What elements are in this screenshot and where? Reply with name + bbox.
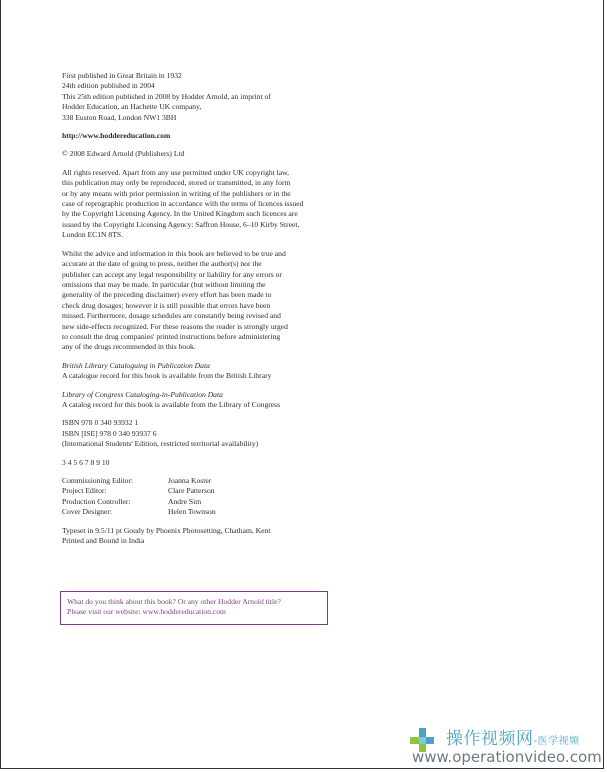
- disclaimer-line: generality of the preceding disclaimer) every effort has been made to: [62, 290, 272, 300]
- watermark-chinese-title: [446, 724, 580, 749]
- publication-line: 338 Euston Road, London NW1 3BH: [62, 112, 177, 122]
- publication-line: First published in Great Britain in 1932: [62, 71, 182, 80]
- print-line-block: [62, 458, 362, 468]
- disclaimer-line: omissions that may be made. In particular (but without limiting the: [62, 279, 266, 289]
- credit-name: Andre Sim: [168, 496, 202, 506]
- british-library-title: British Library Cataloguing in Publication Data: [62, 360, 210, 370]
- credit-name: Helen Townson: [168, 507, 216, 517]
- copyright-notice: © 2008 Edward Arnold (Publishers) Ltd: [62, 149, 185, 159]
- disclaimer-line: accurate at the date of going to press, neither the author(s) nor the: [62, 259, 262, 269]
- watermark: [408, 724, 602, 768]
- rights-line: case of reprographic production in accordance with the terms of licences issued: [62, 199, 304, 209]
- disclaimer-line: publisher can accept any legal responsibility or liability for any errors or: [62, 269, 282, 279]
- feedback-question: What do you think about this book? Or any other Hodder Arnold title?: [67, 597, 281, 606]
- library-of-congress-title: Library of Congress Cataloging-in-Publication Data: [62, 389, 223, 399]
- publisher-website-link[interactable]: http://www.hoddereducation.com: [62, 131, 171, 141]
- feedback-website-link[interactable]: Please visit our website: www.hoddereducation.com: [67, 607, 226, 617]
- publication-line: 24th edition published in 2004: [62, 81, 155, 91]
- watermark-main-text: 操作视频网: [446, 729, 534, 749]
- isbn-line: (International Students' Edition, restricted territorial availability): [62, 439, 259, 449]
- credit-role: Production Controller:: [62, 496, 131, 506]
- disclaimer-line: to consult the drug companies' printed instructions before administering: [62, 331, 281, 341]
- library-of-congress-text: A catalog record for this book is available from the Library of Congress: [62, 399, 281, 409]
- typeset-line: Typeset in 9.5/11 pt Goudy by Phoenix Photosetting, Chatham, Kent: [62, 525, 271, 535]
- rights-line: London EC1N 8TS.: [62, 230, 123, 240]
- rights-line: All rights reserved. Apart from any use permitted under UK copyright law,: [62, 167, 290, 177]
- disclaimer-line: missed. Furthermore, dosage schedules are constantly being revised and: [62, 311, 281, 321]
- publication-line: This 25th edition published in 2008 by Hodder Arnold, an imprint of: [62, 91, 271, 101]
- disclaimer-line: Whilst the advice and information in this book are believed to be true and: [62, 248, 286, 258]
- feedback-box: [60, 591, 328, 625]
- credit-role: Cover Designer:: [62, 507, 112, 517]
- publication-line: Hodder Education, an Hachette UK company,: [62, 102, 202, 112]
- copyright-block: [62, 149, 362, 159]
- rights-line: or by any means with prior permission in writing of the publishers or in the: [62, 188, 291, 198]
- publication-history: [62, 71, 362, 123]
- website-block: [62, 131, 362, 141]
- disclaimer-paragraph: [62, 249, 362, 353]
- credit-name: Clare Patterson: [168, 486, 215, 496]
- disclaimer-line: check drug dosages; however it is still possible that errors have been: [62, 300, 271, 310]
- credit-name: Joanna Koster: [168, 476, 212, 485]
- rights-line: by the Copyright Licensing Agency. In the United Kingdom such licences are: [62, 209, 298, 219]
- credit-role: Commissioning Editor:: [62, 476, 134, 485]
- typeset-block: [62, 526, 362, 547]
- british-library-block: [62, 361, 362, 382]
- isbn-block: [62, 418, 362, 449]
- credit-role: Project Editor:: [62, 486, 107, 496]
- credits-list: [62, 476, 362, 518]
- printed-line: Printed and Bound in India: [62, 536, 145, 546]
- disclaimer-line: new side-effects recognized. For these reasons the reader is strongly urged: [62, 321, 288, 331]
- rights-paragraph: [62, 168, 362, 241]
- watermark-url: www.operationvideo.com: [412, 748, 602, 766]
- isbn-line: ISBN 978 0 340 93932 1: [62, 418, 139, 428]
- library-of-congress-block: [62, 390, 362, 411]
- rights-line: this publication may only be reproduced, stored or transmitted, in any form: [62, 178, 291, 188]
- isbn-line: ISBN [ISE] 978 0 340 93937 6: [62, 428, 157, 438]
- rights-line: issued by the Copyright Licensing Agency: Saffron House, 6–10 Kirby Street,: [62, 219, 300, 229]
- british-library-text: A catalogue record for this book is available from the British Library: [62, 371, 272, 381]
- copyright-page-content: [62, 71, 362, 546]
- disclaimer-line: any of the drugs recommended in this book.: [62, 342, 196, 352]
- print-line: 3 4 5 6 7 8 9 10: [62, 457, 110, 467]
- watermark-sub-text: -医学视频: [533, 736, 580, 747]
